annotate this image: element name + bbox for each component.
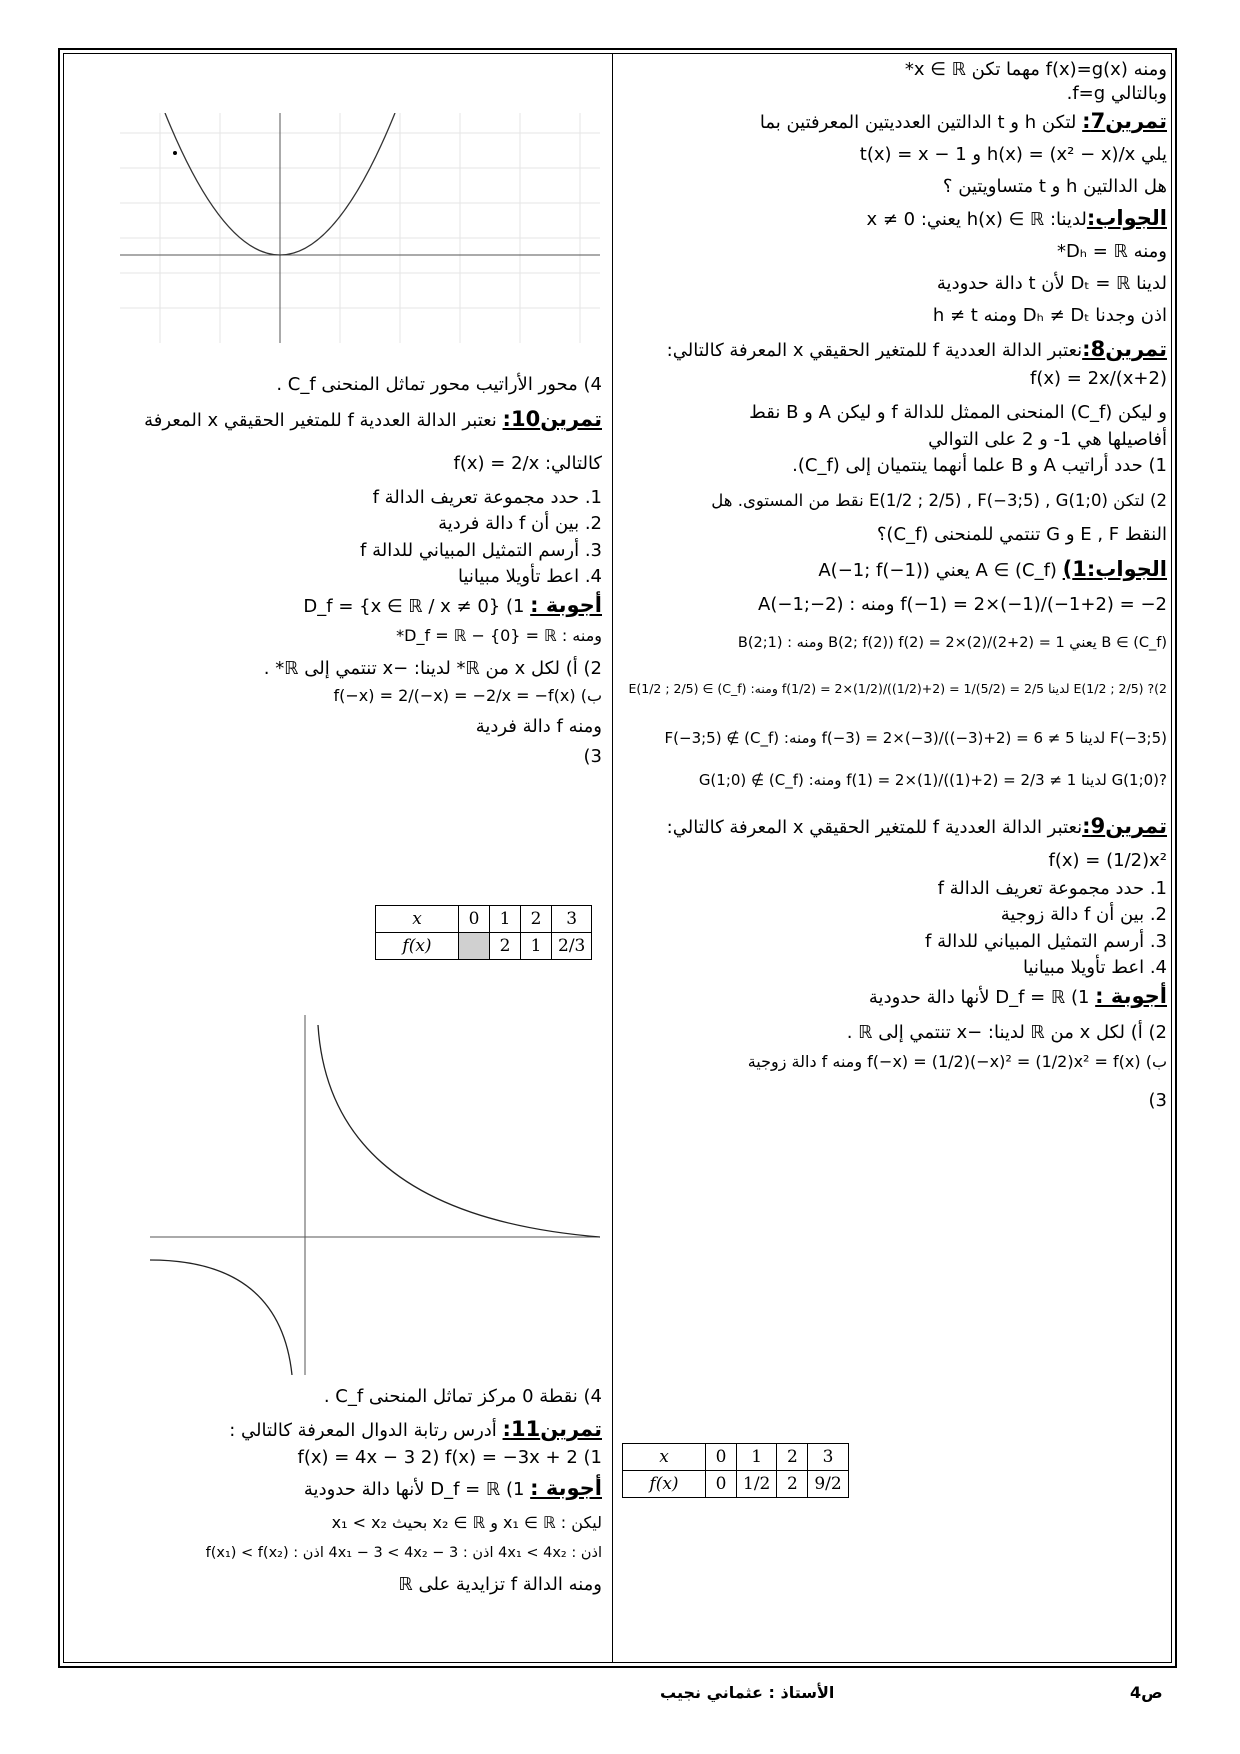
table-cell: 1 [521,933,552,960]
answer-10-title: أجوبة : [530,593,602,618]
answer-8-title: الجواب:1) [1062,556,1167,581]
answer-line: ب) f(−x) = 2/(−x) = −2/x = −f(x) [333,686,602,706]
exercise-8-text: أفاصيلها هي 1- و 2 على التوالي [928,428,1167,450]
answer-line: 1) D_f = ℝ لأنها دالة حدودية [303,1478,525,1500]
exercise-9-question: 4. اعط تأويلا مبيانيا [1022,956,1167,978]
answer-line: ليكن : x₁ ∈ ℝ و x₂ ∈ ℝ بحيث x₁ < x₂ [331,1513,602,1533]
answer-line: لدينا Dₜ = ℝ لأن t دالة حدودية [936,273,1167,295]
exercise-9-title: تمرين9: [1082,814,1167,839]
answer-line: اذن : 4x₁ < 4x₂ اذن : 4x₁ − 3 < 4x₂ − 3 اذن : f(x₁) < f(x₂) [205,1544,602,1561]
answer-line: 2) أ) لكل x من ℝ لدينا: −x تنتمي إلى ℝ . [846,1021,1167,1043]
table-cell: 2 [490,933,521,960]
exercise-10-title: تمرين10: [502,407,602,432]
answer-11-title: أجوبة : [530,1475,602,1500]
answer-line: ومنه : D_f = ℝ − {0} = ℝ* [396,626,602,646]
exercise-10-question: 2. بين أن f دالة فردية [438,513,602,535]
hyperbola-graph [150,1015,600,1375]
exercise-11-title: تمرين11: [502,1417,602,1442]
exercise-10-question: 1. حدد مجموعة تعريف الدالة f [372,486,602,508]
page-number: ص4 [1130,1683,1163,1702]
exercise-7-definition: يلي h(x) = (x² − x)/x و t(x) = x − 1 [859,143,1167,165]
table-cell: 3 [808,1444,848,1471]
table-cell: 9/2 [808,1471,848,1498]
exercise-9-question: 2. بين أن f دالة زوجية [1000,904,1167,926]
exercise-7-question: هل الدالتين h و t متساويتين ؟ [942,176,1167,198]
table-cell: 2 [521,906,552,933]
exercise-9-text: نعتبر الدالة العددية f للمتغير الحقيقي x المعرفة كالتالي: [666,817,1083,839]
graph-9-interpretation: 4) محور الأراتيب محور تماثل المنحنى C_f . [276,374,602,395]
exercise-11-definitions: 1) f(x) = 4x − 3 2) f(x) = −3x + 2 [297,1446,602,1468]
exercise-8-title: تمرين8: [1082,336,1167,361]
exercise-7-text: لتكن h و t الدالتين العدديتين المعرفتين بما [759,111,1077,133]
answer-line: 1) D_f = ℝ لأنها دالة حدودية [868,987,1090,1009]
table-header-fx: f(x) [376,933,459,960]
exercise-8-question-2: النقط E , F و G تنتمي للمنحنى (C_f)؟ [876,523,1167,545]
answer-line: 3) [1148,1089,1167,1111]
table-cell: 0 [706,1444,737,1471]
table-cell: 3 [552,906,592,933]
exercise-9-definition: f(x) = (1/2)x² [1048,849,1167,871]
answer-line: B ∈ (C_f) يعني B(2; f(2)) f(2) = 2×(2)/(2+2) = 1 ومنه : B(2;1) [737,634,1167,651]
exercise-10-definition: كالتالي: f(x) = 2/x [453,452,602,474]
value-table-10 [375,905,592,960]
table-cell [459,933,490,960]
right-column [622,58,1167,1113]
graph-10-interpretation: 4) نقطة 0 مركز تماثل المنحنى C_f . [323,1386,602,1407]
answer-line: 2) أ) لكل x من ℝ* لدينا: −x تنتمي إلى ℝ* . [263,658,602,680]
exercise-11-text: أدرس رتابة الدوال المعرفة كالتالي : [229,1420,497,1442]
answer-9-title: أجوبة : [1095,984,1167,1009]
column-divider [612,53,613,1663]
left-column-bottom [75,1385,602,1598]
answer-line: ب) f(−x) = (1/2)(−x)² = (1/2)x² = f(x) ومنه f دالة زوجية [747,1051,1167,1071]
exercise-9-question: 3. أرسم التمثيل المبياني للدالة f [925,930,1167,952]
answer-line: ?G(1;0) لدينا f(1) = 2×(1)/((1)+2) = 2/3 ≠ 1 ومنه: G(1;0) ∉ (C_f) [698,771,1167,790]
answer-line: A ∈ (C_f) يعني A(−1; f(−1)) [818,559,1057,581]
exercise-10-question: 3. أرسم التمثيل المبياني للدالة f [360,539,602,561]
exercise-8-question-1: 1) حدد أراتيب A و B علما أنهما ينتميان إلى (C_f). [792,455,1167,476]
exercise-8-text: و ليكن (C_f) المنحنى الممثل للدالة f و ليكن A و B نقط [749,402,1167,424]
table-cell: 0 [459,906,490,933]
answer-line: f(−1) = 2×(−1)/(−1+2) = −2 ومنه : A(−1;−2) [758,594,1167,616]
teacher-name: الأستاذ : عثماني نجيب [660,1683,835,1702]
answer-line: ومنه Dₕ = ℝ* [1056,240,1167,262]
exercise-10-text: نعتبر الدالة العددية f للمتغير الحقيقي x المعرفة [144,410,497,432]
table-cell: 1 [737,1444,777,1471]
exercise-8-definition: f(x) = 2x/(x+2) [1030,368,1167,390]
exercise-10-question: 4. اعط تأويلا مبيانيا [457,565,602,587]
exercise-7-title: تمرين7: [1082,108,1167,133]
exercise-9-question: 1. حدد مجموعة تعريف الدالة f [937,878,1167,900]
text-line: ومنه f(x)=g(x) مهما تكن x ∈ ℝ* [904,59,1167,80]
table-cell: 1/2 [737,1471,777,1498]
value-table-9 [622,1443,849,1498]
answer-line: 3) [583,746,602,768]
answer-line: ومنه الدالة f تزايدية على ℝ [398,1574,602,1596]
table-cell: 2 [777,1444,808,1471]
table-cell: 1 [490,906,521,933]
table-cell: 2/3 [552,933,592,960]
left-column [75,58,602,770]
table-cell: 2 [777,1471,808,1498]
answer-line: 1) D_f = {x ∈ ℝ / x ≠ 0} [303,596,525,618]
answer-line: 2)? E(1/2 ; 2/5) لدينا f(1/2) = 2×(1/2)/((1/2)+2) = 1/(5/2) = 2/5 ومنه: E(1/2 ; 2/5) ∈ (C_f) [628,681,1167,697]
table-header-fx: f(x) [623,1471,706,1498]
exercise-8-text: نعتبر الدالة العددية f للمتغير الحقيقي x المعرفة كالتالي: [666,339,1083,361]
answer-line: F(−3;5) لدينا f(−3) = 2×(−3)/((−3)+2) = 6 ≠ 5 ومنه: F(−3;5) ∉ (C_f) [664,728,1167,747]
table-cell: 0 [706,1471,737,1498]
table-header-x: x [623,1444,706,1471]
answer-line: لدينا: h(x) ∈ ℝ يعني: x ≠ 0 [866,208,1087,230]
answer-title: الجواب: [1086,205,1167,230]
exercise-8-question-2: 2) لتكن E(1/2 ; 2/5) , F(−3;5) , G(1;0) نقط من المستوى. هل [711,491,1167,511]
text-line: وبالتالي f=g. [1066,83,1167,105]
answer-line: ومنه f دالة فردية [475,715,602,737]
answer-line: اذن وجدنا Dₕ ≠ Dₜ ومنه h ≠ t [932,305,1167,327]
table-header-x: x [376,906,459,933]
